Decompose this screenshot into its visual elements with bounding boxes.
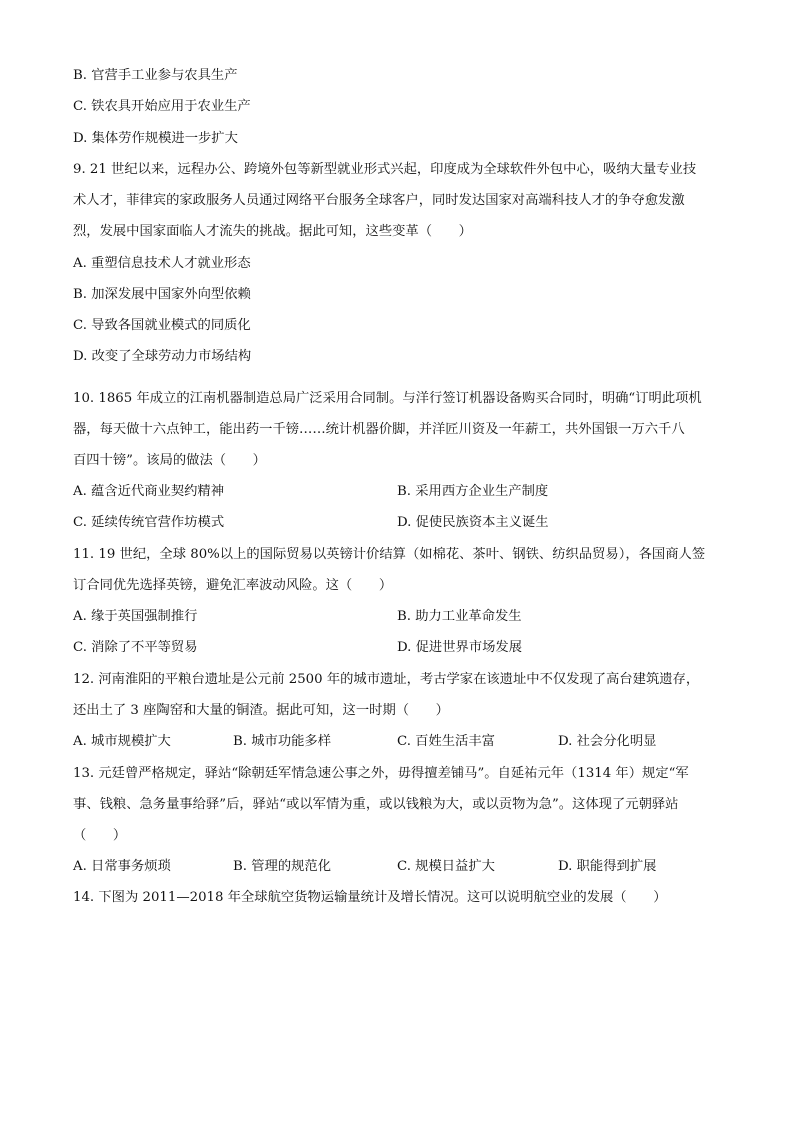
q12-stem-line: 还出土了 3 座陶窑和大量的铜渣。据此可知，这一时期（ ） (73, 703, 449, 718)
q10-option-c: C. 延续传统官营作坊模式 (73, 515, 225, 530)
q8-option-c: C. 铁农具开始应用于农业生产 (73, 99, 251, 114)
q11-option-d: D. 促进世界市场发展 (397, 640, 523, 655)
q9-option-c: C. 导致各国就业模式的同质化 (73, 318, 251, 333)
q13-stem-line: 事、钱粮、急务量事给驿”后，驿站“或以军情为重，或以钱粮为大，或以贡物为急”。这体现了元朝驿站 (73, 797, 679, 812)
q12-option-d: D. 社会分化明显 (558, 734, 657, 749)
q12-option-c: C. 百姓生活丰富 (397, 734, 495, 749)
q10-option-b: B. 采用西方企业生产制度 (397, 484, 549, 499)
q11-stem-line: 订合同优先选择英镑，避免汇率波动风险。这（ ） (73, 578, 393, 593)
q10-option-d: D. 促使民族资本主义诞生 (397, 515, 549, 530)
q9-option-a: A. 重塑信息技术人才就业形态 (73, 256, 251, 271)
q11-stem-line: 11. 19 世纪，全球 80%以上的国际贸易以英镑计价结算（如棉花、茶叶、钢铁、纺织品贸易），各国商人签 (73, 547, 706, 562)
q9-option-b: B. 加深发展中国家外向型依赖 (73, 287, 251, 302)
q8-option-b: B. 官营手工业参与农具生产 (73, 68, 238, 83)
q11-option-a: A. 缘于英国强制推行 (73, 609, 198, 624)
q13-stem-line: 13. 元廷曾严格规定，驿站“除朝廷军情急速公事之外，毋得擅差铺马”。自延祐元年（1314 年）规定“军 (73, 766, 689, 781)
q14-stem-line: 14. 下图为 2011—2018 年全球航空货物运输量统计及增长情况。这可以说明航空业的发展（ ） (73, 890, 667, 905)
q13-option-c: C. 规模日益扩大 (397, 859, 495, 874)
q11-option-b: B. 助力工业革命发生 (397, 609, 522, 624)
q9-stem-line: 术人才，菲律宾的家政服务人员通过网络平台服务全球客户，同时发达国家对高端科技人才的争夺愈发激 (73, 193, 685, 208)
q11-option-c: C. 消除了不平等贸易 (73, 640, 198, 655)
q9-option-d: D. 改变了全球劳动力市场结构 (73, 349, 252, 364)
q10-stem-line: 百四十镑”。该局的做法（ ） (73, 453, 266, 468)
q13-stem-line: （ ） (73, 828, 127, 843)
q9-stem-line: 烈，发展中国家面临人才流失的挑战。据此可知，这些变革（ ） (73, 224, 472, 239)
q12-option-a: A. 城市规模扩大 (73, 734, 171, 749)
q10-stem-line: 器，每天做十六点钟工，能出药一千镑……统计机器价脚，并洋匠川资及一年薪工，共外国银一万六千八 (73, 422, 685, 437)
q10-stem-line: 10. 1865 年成立的江南机器制造总局广泛采用合同制。与洋行签订机器设备购买合同时，明确“订明此项机 (73, 391, 702, 406)
q12-stem-line: 12. 河南淮阳的平粮台遗址是公元前 2500 年的城市遗址，考古学家在该遗址中不仅发现了高台建筑遗存， (73, 672, 700, 687)
q13-option-d: D. 职能得到扩展 (558, 859, 657, 874)
q8-option-d: D. 集体劳作规模进一步扩大 (73, 131, 238, 146)
q10-option-a: A. 蕴含近代商业契约精神 (73, 484, 225, 499)
q12-option-b: B. 城市功能多样 (233, 734, 332, 749)
q13-option-b: B. 管理的规范化 (233, 859, 332, 874)
q13-option-a: A. 日常事务烦琐 (73, 859, 171, 874)
q9-stem-line: 9. 21 世纪以来，远程办公、跨境外包等新型就业形式兴起，印度成为全球软件外包中心，吸纳大量专业技 (73, 162, 697, 177)
